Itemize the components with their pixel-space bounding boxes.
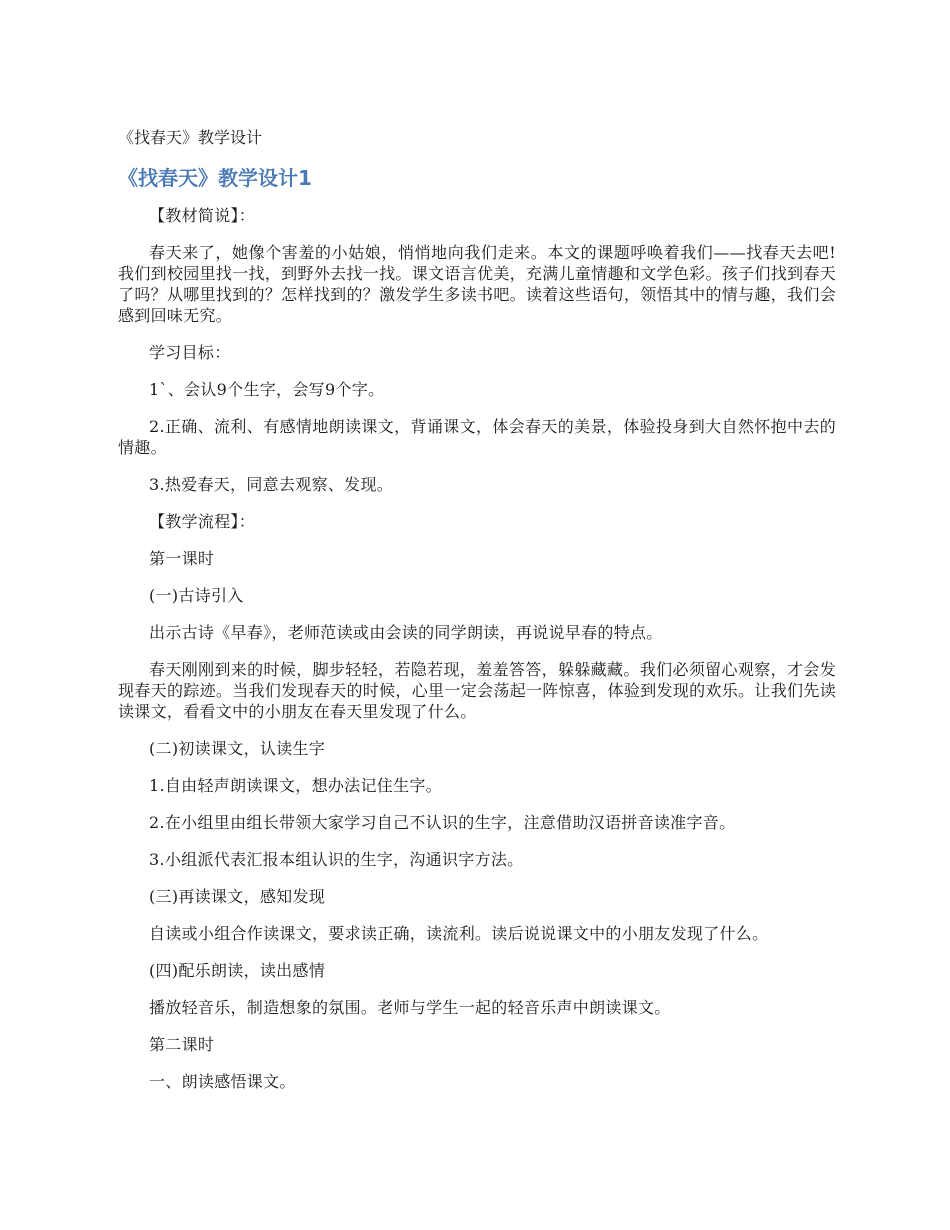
paragraph-step-3-heading: (三)再读课文，感知发现 bbox=[149, 887, 326, 906]
section-heading: 《找春天》教学设计1 bbox=[118, 166, 312, 190]
document-title: 《找春天》教学设计 bbox=[118, 128, 263, 147]
paragraph-lesson-2: 第二课时 bbox=[149, 1035, 215, 1054]
paragraph-spring-intro: 春天刚刚到来的时候，脚步轻轻，若隐若现，羞羞答答，躲躲藏藏。我们必须留心观察，才会发现春天的踪迹。当我们发现春天的时候，心里一定会荡起一阵惊喜，体验到发现的欢乐。让我们先读读课文，看看文中的小朋友在春天里发现了什么。 bbox=[118, 660, 836, 721]
paragraph-lesson-1: 第一课时 bbox=[149, 549, 215, 568]
paragraph-step-2-item-1: 1.自由轻声朗读课文，想办法记住生字。 bbox=[149, 776, 442, 795]
paragraph-step-3-text: 自读或小组合作读课文，要求读正确，读流利。读后说说课文中的小朋友发现了什么。 bbox=[149, 924, 769, 943]
paragraph-step-4-heading: (四)配乐朗读，读出感情 bbox=[149, 961, 326, 980]
paragraph-step-2-item-2: 2.在小组里由组长带领大家学习自己不认识的生字，注意借助汉语拼音读准字音。 bbox=[149, 813, 736, 832]
paragraph-step-2-heading: (二)初读课文，认读生字 bbox=[149, 739, 326, 758]
paragraph-step-2-item-3: 3.小组派代表汇报本组认识的生字，沟通识字方法。 bbox=[149, 850, 524, 869]
paragraph-materials-heading: 【教材简说】： bbox=[149, 206, 256, 225]
document-body bbox=[118, 205, 836, 1108]
paragraph-step-1-text: 出示古诗《早春》，老师范读或由会读的同学朗读，再说说早春的特点。 bbox=[149, 623, 663, 642]
paragraph-goal-1: 1`、会认9个生字，会写9个字。 bbox=[149, 380, 385, 399]
paragraph-goals-heading: 学习目标： bbox=[149, 343, 231, 362]
paragraph-process-heading: 【教学流程】： bbox=[149, 512, 256, 531]
paragraph-goal-2: 2.正确、流利、有感情地朗读课文，背诵课文，体会春天的美景，体验投身到大自然怀抱中去的情趣。 bbox=[118, 417, 836, 457]
paragraph-lesson-2-item-1: 一、朗读感悟课文。 bbox=[149, 1072, 296, 1091]
paragraph-materials-intro: 春天来了，她像个害羞的小姑娘，悄悄地向我们走来。本文的课题呼唤着我们——找春天去吧!我们到校园里找一找，到野外去找一找。课文语言优美，充满儿童情趣和文学色彩。孩子们找到春天了吗？从哪里找到的？怎样找到的？激发学生多读书吧。读着这些语句，领悟其中的情与趣，我们会感到回味无究。 bbox=[118, 243, 836, 325]
paragraph-step-4-text: 播放轻音乐，制造想象的氛围。老师与学生一起的轻音乐声中朗读课文。 bbox=[149, 998, 671, 1017]
paragraph-goal-3: 3.热爱春天，同意去观察、发现。 bbox=[149, 475, 394, 494]
paragraph-step-1-heading: (一)古诗引入 bbox=[149, 586, 244, 605]
